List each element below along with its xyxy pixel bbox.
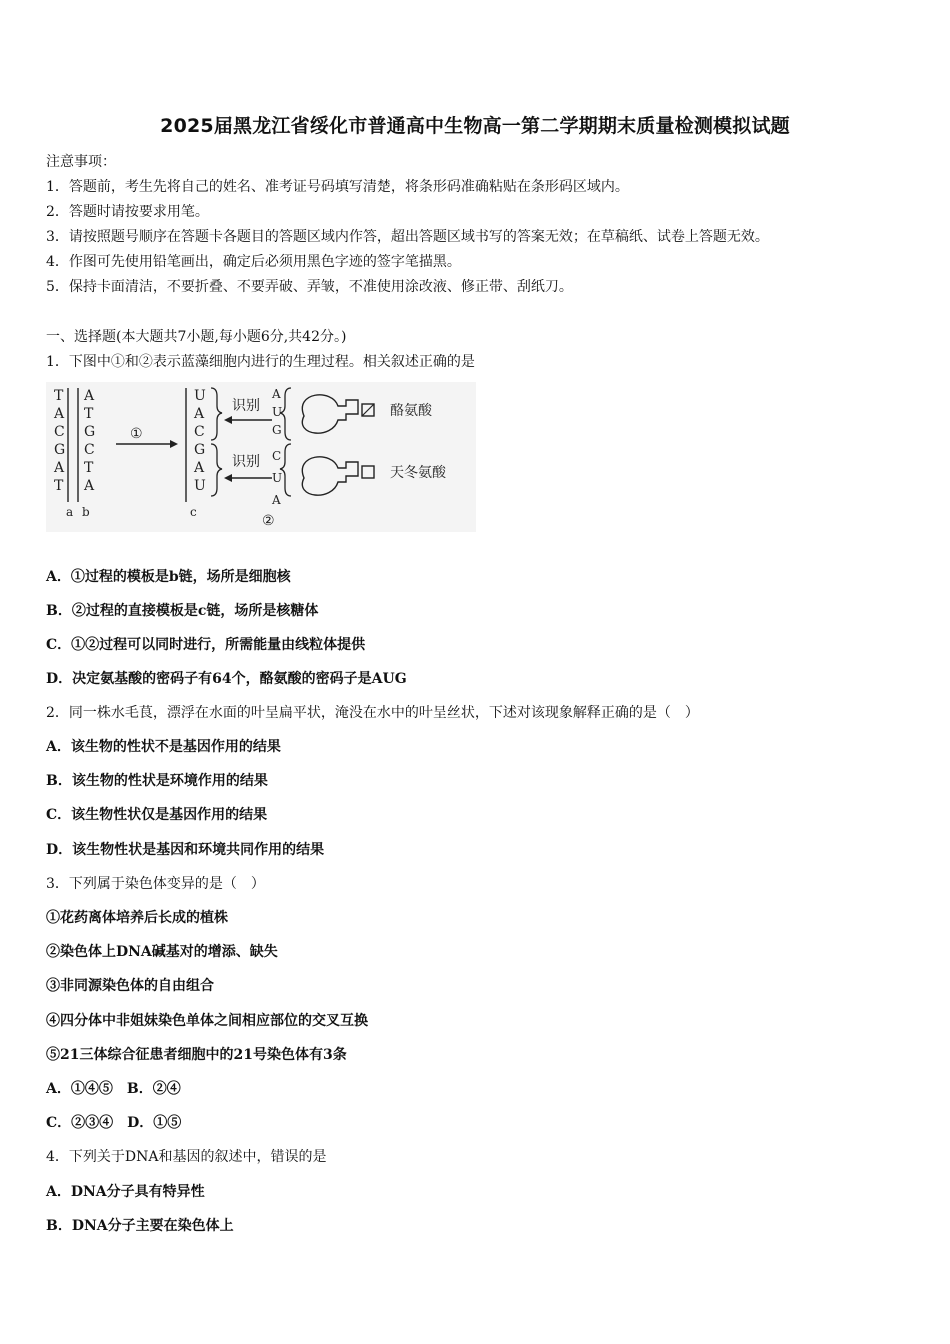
base-letter: T [84,460,94,476]
question-stem: 4．下列关于DNA和基因的叙述中，错误的是 [46,1149,327,1165]
statement-item: ⑤21三体综合征患者细胞中的21号染色体有3条 [46,1047,347,1063]
base-letter: U [194,388,206,404]
transcription-translation-figure [46,382,476,532]
answer-option: C．①②过程可以同时进行，所需能量由线粒体提供 [46,637,366,653]
notice-item: 2．答题时请按要求用笔。 [46,204,209,220]
anticodon-1 [271,387,282,437]
section-heading: 一、选择题(本大题共7小题,每小题6分,共42分。) [46,329,347,345]
notice-item: 3．请按照题号顺序在答题卡各题目的答题区域内作答，超出答题区域书写的答案无效；在草稿纸、试卷上答题无效。 [46,229,769,245]
statement-item: ③非同源染色体的自由组合 [46,978,214,994]
strand-b-label: b [82,505,90,519]
question-stem: 2．同一株水毛茛，漂浮在水面的叶呈扁平状，淹没在水中的叶呈丝状，下述对该现象解释正确的是（ ） [46,705,699,721]
statement-item: ①花药离体培养后长成的植株 [46,910,228,926]
base-letter: C [54,424,65,440]
base-letter: A [54,406,65,422]
anticodon-base: A [272,387,281,401]
base-letter: G [54,442,66,458]
base-letter: C [194,424,205,440]
answer-option-row: A．①④⑤ B．②④ [46,1081,181,1097]
anticodon-base: U [272,471,283,485]
base-letter: G [194,442,206,458]
question-stem: 1．下图中①和②表示蓝藻细胞内进行的生理过程。相关叙述正确的是 [46,354,475,370]
answer-option: A．①过程的模板是b链，场所是细胞核 [46,569,291,585]
strand-c-label: c [190,505,197,519]
notice-heading: 注意事项： [46,154,116,170]
strand-a-label: a [66,505,74,519]
base-letter: T [84,406,94,422]
amino-acid-aspartate: 天冬氨酸 [390,465,446,481]
amino-acid-tyrosine: 酪氨酸 [390,403,432,419]
notice-item: 4．作图可先使用铅笔画出，确定后必须用黑色字迹的签字笔描黑。 [46,254,461,270]
base-letter: A [84,478,95,494]
question-stem: 3．下列属于染色体变异的是（ ） [46,876,265,892]
base-letter: G [84,424,96,440]
base-letter: T [54,478,64,494]
base-letter: T [54,388,64,404]
answer-option: D．决定氨基酸的密码子有64个，酪氨酸的密码子是AUG [46,671,407,687]
answer-option: B．DNA分子主要在染色体上 [46,1218,234,1234]
recognize-label: 识别 [232,398,260,414]
answer-option: A．DNA分子具有特异性 [46,1184,205,1200]
answer-option-row: C．②③④ D．①⑤ [46,1115,182,1131]
statement-item: ②染色体上DNA碱基对的增添、缺失 [46,944,278,960]
base-letter: U [194,478,206,494]
anticodon-2 [271,449,282,507]
page-title: 2025届黑龙江省绥化市普通高中生物高一第二学期期末质量检测模拟试题 [160,115,790,137]
process-2-label: ② [262,513,275,529]
anticodon-base: G [272,423,282,437]
notice-item: 1．答题前，考生先将自己的姓名、准考证号码填写清楚，将条形码准确粘贴在条形码区域内。 [46,179,629,195]
base-letter: A [194,406,205,422]
statement-item: ④四分体中非姐妹染色单体之间相应部位的交叉互换 [46,1013,368,1029]
recognize-label: 识别 [232,454,260,470]
answer-option: D．该生物性状是基因和环境共同作用的结果 [46,842,325,858]
base-letter: A [54,460,65,476]
anticodon-base: A [272,493,281,507]
anticodon-base: C [272,449,282,463]
base-letter: C [84,442,95,458]
answer-option: A．该生物的性状不是基因作用的结果 [46,739,281,755]
base-letter: A [84,388,95,404]
answer-option: B．②过程的直接模板是c链，场所是核糖体 [46,603,319,619]
process-1-label: ① [130,426,143,442]
answer-option: C．该生物性状仅是基因作用的结果 [46,807,268,823]
base-letter: A [194,460,205,476]
answer-option: B．该生物的性状是环境作用的结果 [46,773,268,789]
notice-item: 5．保持卡面清洁，不要折叠、不要弄破、弄皱，不准使用涂改液、修正带、刮纸刀。 [46,279,573,295]
anticodon-base: U [272,405,283,419]
